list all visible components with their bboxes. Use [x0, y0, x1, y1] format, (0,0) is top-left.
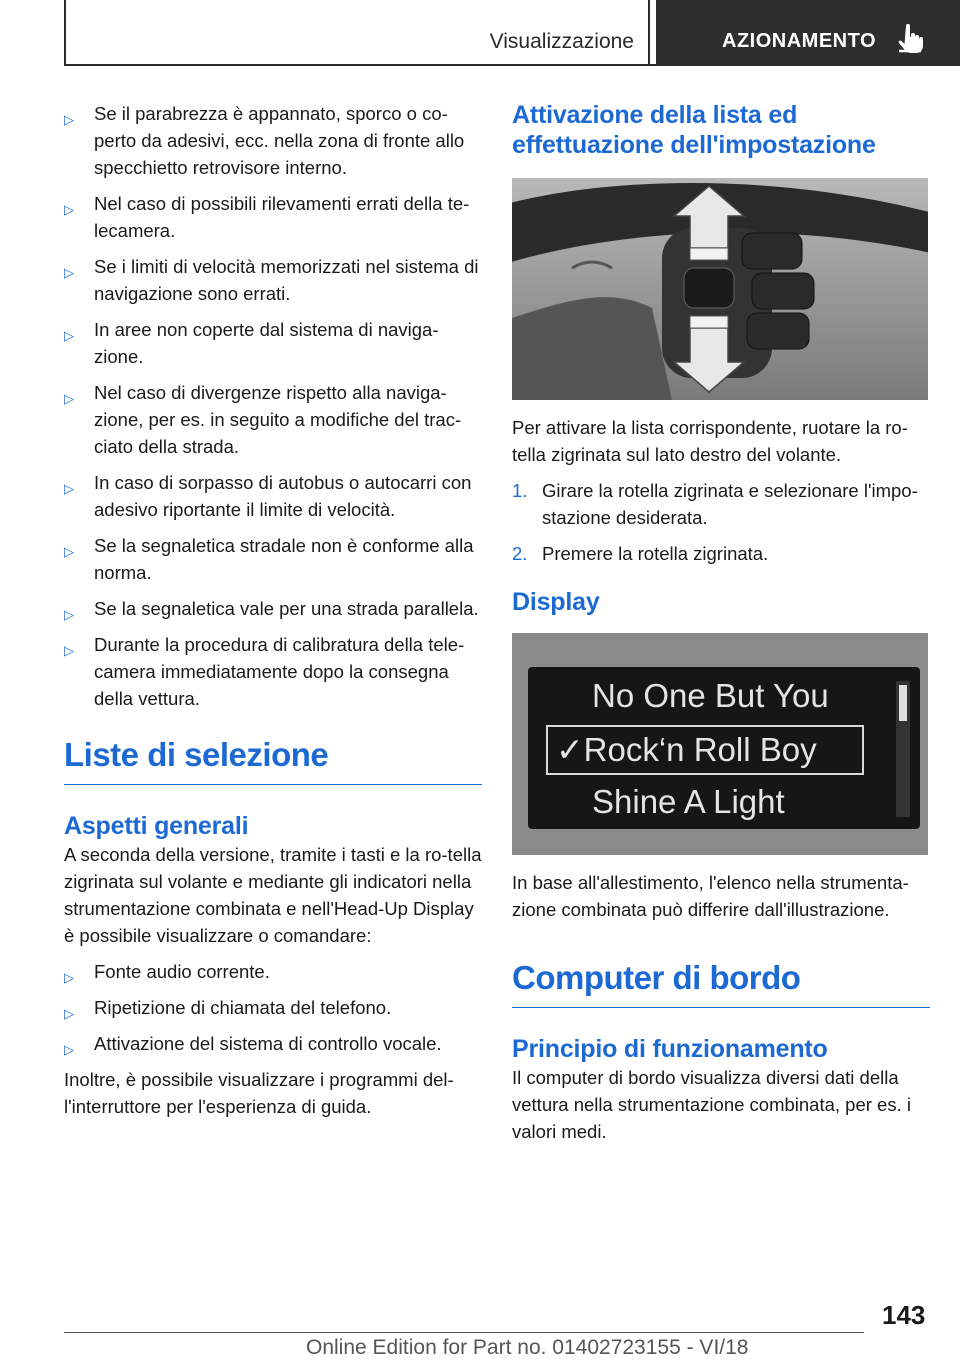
list-item: ▷ Nel caso di divergenze rispetto alla naviga‐zione, per es. in seguito a modifiche del trac‐ciato della strada. [64, 382, 462, 457]
bullet-triangle-icon: ▷ [64, 544, 74, 559]
bullet-triangle-icon: ▷ [64, 643, 74, 658]
list-item: ▷ Se la segnaletica stradale non è conforme alla norma. [64, 535, 474, 583]
display-options-list [64, 958, 482, 1057]
general-intro-text: A seconda della versione, tramite i tasti e la ro‐tella zigrinata sul volante e mediante gli indicatori nella strumentazione combinata e nell'Head-Up Display è possibile visualizzare o comandare: [64, 844, 482, 946]
footer-edition-text: Online Edition for Part no. 01402723155 - VI/18 [306, 1336, 749, 1359]
activation-steps [512, 477, 930, 567]
principle-text: Il computer di bordo visualizza diversi dati della vettura nella strumentazione combinata, per es. i valori medi. [512, 1067, 911, 1142]
left-column [64, 100, 482, 1129]
list-item: ▷ In caso di sorpasso di autobus o autocarri con adesivo riportante il limite di velocità. [64, 472, 472, 520]
right-column [512, 100, 930, 1154]
steering-wheel-drawing [512, 178, 928, 400]
display-illustration [512, 633, 928, 855]
bullet-triangle-icon: ▷ [64, 391, 74, 406]
heading-selection-lists: Liste di selezione [64, 734, 482, 785]
display-scrollbar-thumb [899, 685, 907, 721]
heading-operating-principle: Principio di funzionamento [512, 1035, 828, 1063]
display-note-text: In base all'allestimento, l'elenco nella strumenta‐zione combinata può differire dall'illustrazione. [512, 872, 909, 920]
heading-onboard-computer: Computer di bordo [512, 957, 930, 1008]
list-item: ▷ Se il parabrezza è appannato, sporco o co‐perto da adesivi, ecc. nella zona di fronte allo specchietto retrovisore interno. [64, 103, 465, 178]
list-item: ▷ Se i limiti di velocità memorizzati nel sistema di navigazione sono errati. [64, 256, 479, 304]
heading-general-aspects: Aspetti generali [64, 812, 249, 840]
driving-experience-text: Inoltre, è possibile visualizzare i programmi del‐l'interruttore per l'esperienza di guida. [64, 1069, 454, 1117]
list-item: ▷ Attivazione del sistema di controllo vocale. [64, 1030, 482, 1057]
steering-wheel-illustration [512, 178, 928, 400]
header-section-title: Visualizzazione [489, 30, 634, 53]
activation-text: Per attivare la lista corrispondente, ruotare la ro‐tella zigrinata sul lato destro del volante. [512, 417, 908, 465]
list-item: 1. Girare la rotella zigrinata e selezionare l'impo‐stazione desiderata. [512, 480, 918, 528]
display-list-item-selected: ✓Rock‘n Roll Boy [556, 731, 817, 768]
footer-rule [64, 1332, 864, 1333]
list-item: ▷ Fonte audio corrente. [64, 958, 482, 985]
list-item: ▷ Se la segnaletica vale per una strada parallela. [64, 595, 482, 622]
list-item: ▷ Durante la procedura di calibratura della tele‐camera immediatamente dopo la consegna della vettura. [64, 634, 465, 709]
bullet-triangle-icon: ▷ [64, 607, 74, 622]
condition-list [64, 100, 482, 712]
list-item: 2. Premere la rotella zigrinata. [512, 543, 769, 564]
heading-display: Display [512, 588, 600, 616]
bullet-triangle-icon: ▷ [64, 970, 74, 985]
header-chapter-label: AZIONAMENTO [722, 30, 877, 52]
list-item: ▷ In aree non coperte dal sistema di naviga‐zione. [64, 319, 439, 367]
pointing-hand-icon [896, 24, 924, 54]
bullet-triangle-icon: ▷ [64, 202, 74, 217]
header-chapter-tab [656, 0, 960, 66]
list-item: ▷ Ripetizione di chiamata del telefono. [64, 994, 482, 1021]
bullet-triangle-icon: ▷ [64, 1042, 74, 1057]
bullet-triangle-icon: ▷ [64, 328, 74, 343]
display-list-item: No One But You [592, 677, 829, 714]
display-screen [528, 667, 920, 829]
bullet-triangle-icon: ▷ [64, 265, 74, 280]
heading-activation: Attivazione della lista ed effettuazione dell'impostazione [512, 101, 876, 159]
list-item: ▷ Nel caso di possibili rilevamenti errati della te‐lecamera. [64, 193, 470, 241]
bullet-triangle-icon: ▷ [64, 112, 74, 127]
bullet-triangle-icon: ▷ [64, 481, 74, 496]
display-list-item: Shine A Light [592, 783, 785, 820]
page-number: 143 [882, 1300, 926, 1330]
bullet-triangle-icon: ▷ [64, 1006, 74, 1021]
